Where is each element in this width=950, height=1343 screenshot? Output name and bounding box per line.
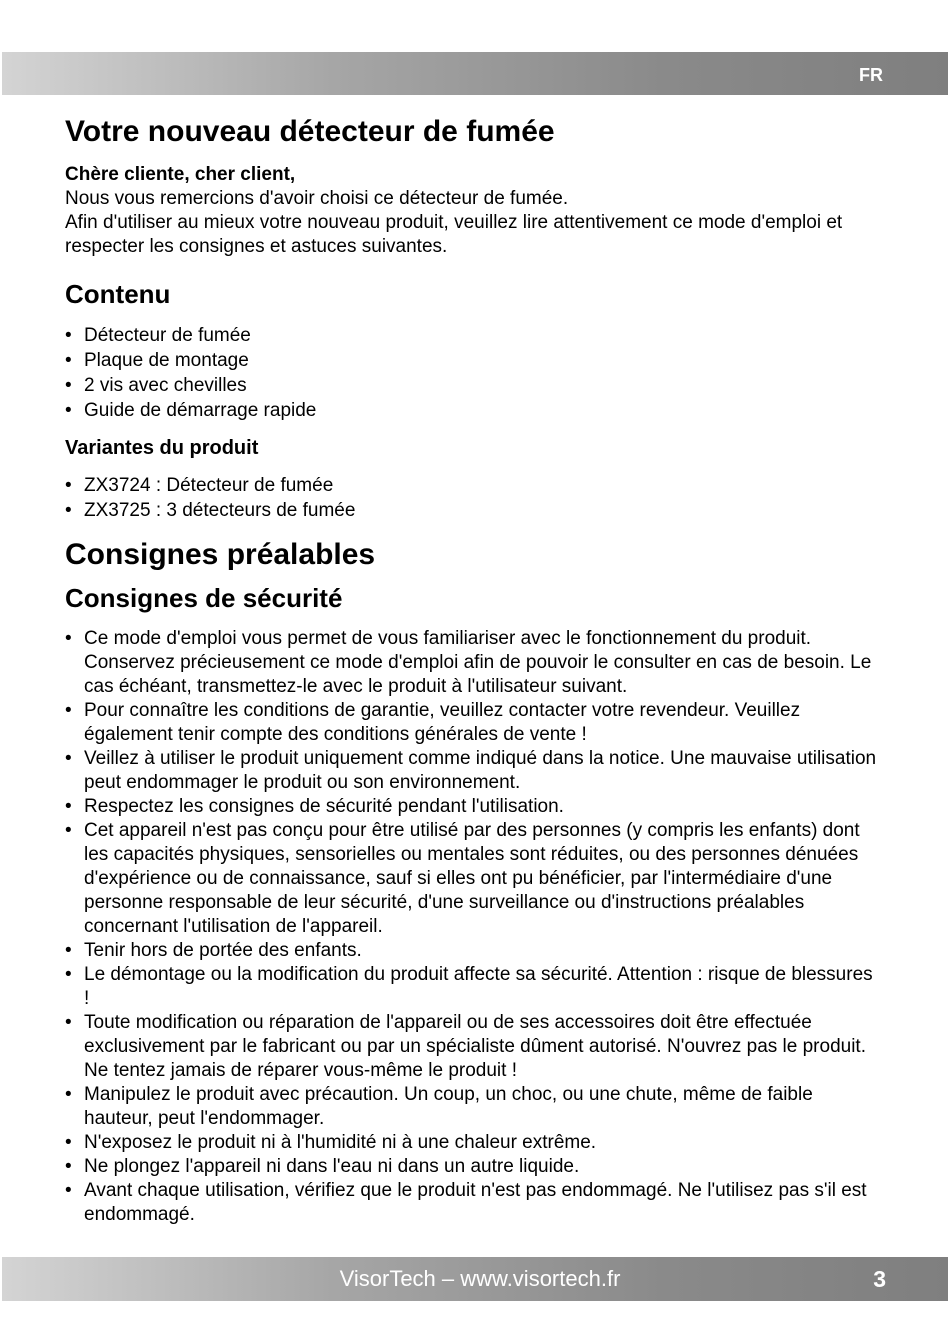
variantes-list bbox=[65, 473, 880, 523]
language-label: FR bbox=[859, 65, 883, 85]
list-item: • Pour connaître les conditions de garantie, veuillez contacter votre revendeur. Veuillez également tenir compte des conditions générales de vente ! bbox=[65, 699, 880, 747]
list-item: • Cet appareil n'est pas conçu pour être utilisé par des personnes (y compris les enfants) dont les capacités physiques, sensorielles ou mentales sont réduites, ou des personnes dénuées d'expérience ou de connaissance, sauf si elles ont pu bénéficier, par l'intermédiaire d'une personne responsable de leur sécurité, d'une surveillance ou d'instructions préalables concernant l'utilisation de l'appareil. bbox=[65, 819, 880, 939]
footer-bar bbox=[2, 1257, 948, 1301]
contenu-list bbox=[65, 323, 880, 423]
list-item: • Ce mode d'emploi vous permet de vous familiariser avec le fonctionnement du produit. Conservez précieusement ce mode d'emploi afin de pouvoir le consulter en cas de besoin. Le cas échéant, transmettez-le avec le produit à l'utilisateur suivant. bbox=[65, 627, 880, 699]
page-number: 3 bbox=[873, 1266, 886, 1292]
list-item: • ZX3724 : Détecteur de fumée bbox=[65, 473, 880, 498]
list-item: • Veillez à utiliser le produit uniquement comme indiqué dans la notice. Une mauvaise utilisation peut endommager le produit ou son environnement. bbox=[65, 747, 880, 795]
list-item: • ZX3725 : 3 détecteurs de fumée bbox=[65, 498, 880, 523]
list-item: • Détecteur de fumée bbox=[65, 323, 880, 348]
intro-title: Votre nouveau détecteur de fumée bbox=[65, 115, 555, 148]
footer-text: VisorTech – www.visortech.fr bbox=[339, 1266, 621, 1291]
securite-title: Consignes de sécurité bbox=[65, 583, 343, 613]
list-item: • Ne plongez l'appareil ni dans l'eau ni dans un autre liquide. bbox=[65, 1155, 880, 1179]
header-bar bbox=[2, 52, 948, 95]
list-item: • 2 vis avec chevilles bbox=[65, 373, 880, 398]
list-item: • Plaque de montage bbox=[65, 348, 880, 373]
list-item: • Tenir hors de portée des enfants. bbox=[65, 939, 880, 963]
consignes-title: Consignes préalables bbox=[65, 538, 376, 571]
variantes-title: Variantes du produit bbox=[65, 437, 259, 459]
intro-line-2: Afin d'utiliser au mieux votre nouveau produit, veuillez lire attentivement ce mode d'emploi et respecter les consignes et astuces suivantes. bbox=[65, 212, 843, 257]
contenu-title: Contenu bbox=[65, 279, 171, 309]
list-item: • Avant chaque utilisation, vérifiez que le produit n'est pas endommagé. Ne l'utilisez pas s'il est endommagé. bbox=[65, 1179, 880, 1227]
page-content bbox=[65, 112, 880, 1227]
list-item: • Le démontage ou la modification du produit affecte sa sécurité. Attention : risque de blessures ! bbox=[65, 963, 880, 1011]
list-item: • Respectez les consignes de sécurité pendant l'utilisation. bbox=[65, 795, 880, 819]
securite-list bbox=[65, 627, 880, 1227]
list-item: • Manipulez le produit avec précaution. Un coup, un choc, ou une chute, même de faible hauteur, peut l'endommager. bbox=[65, 1083, 880, 1131]
salutation: Chère cliente, cher client, bbox=[65, 164, 296, 185]
list-item: • Guide de démarrage rapide bbox=[65, 398, 880, 423]
list-item: • N'exposez le produit ni à l'humidité ni à une chaleur extrême. bbox=[65, 1131, 880, 1155]
list-item: • Toute modification ou réparation de l'appareil ou de ses accessoires doit être effectuée exclusivement par le fabricant ou par un spécialiste dûment autorisé. N'ouvrez pas le produit. Ne tentez jamais de réparer vous-même le produit ! bbox=[65, 1011, 880, 1083]
intro-line-1: Nous vous remercions d'avoir choisi ce détecteur de fumée. bbox=[65, 188, 569, 209]
